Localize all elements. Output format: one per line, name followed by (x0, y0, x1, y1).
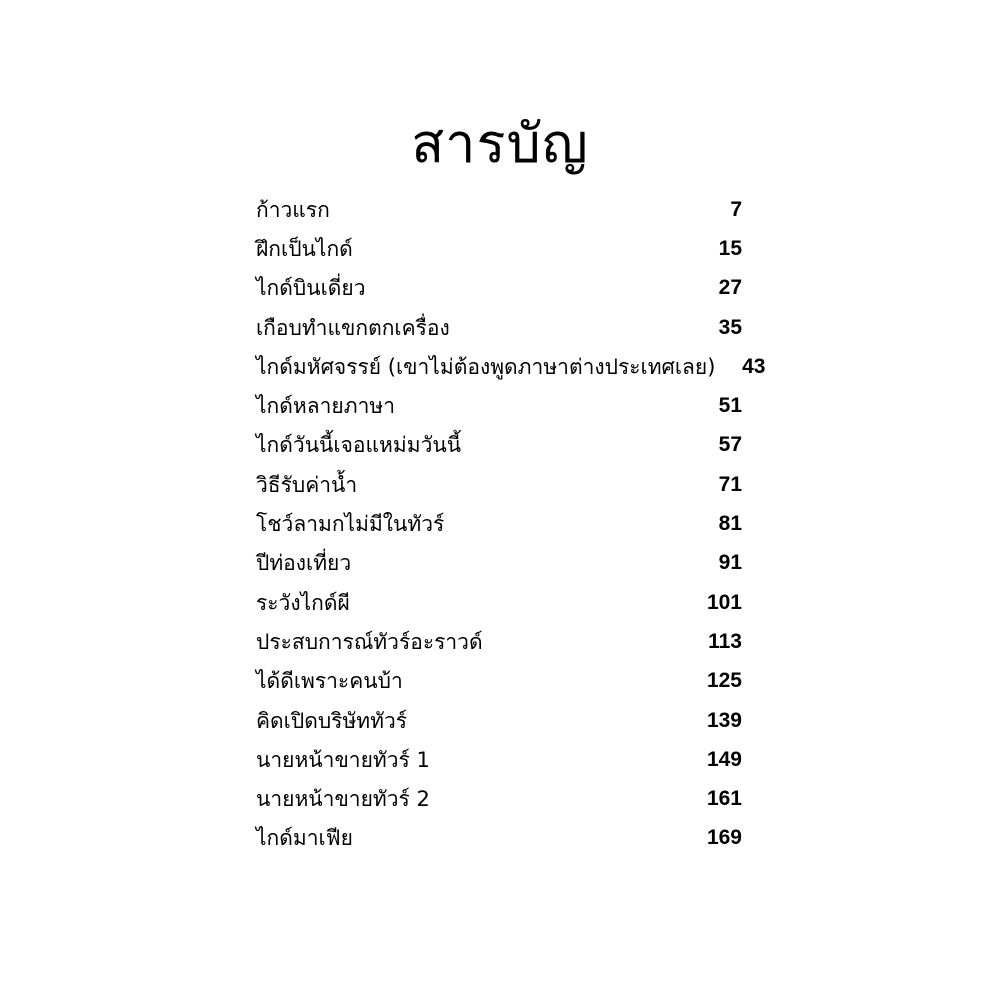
toc-entry-title: คิดเปิดบริษัททัวร์ (256, 708, 408, 733)
toc-entry (256, 190, 746, 229)
toc-entry-title: โชว์ลามกไม่มีในทัวร์ (256, 512, 445, 537)
toc-entry-title: ปีท่องเที่ยว (256, 551, 352, 576)
toc-entry (256, 701, 746, 740)
toc-entry (256, 622, 746, 661)
page-title: สารบัญ (411, 112, 589, 175)
toc-entry-page: 7 (730, 197, 742, 221)
toc-entry-page: 101 (706, 590, 742, 614)
toc-entry-page: 43 (742, 354, 766, 378)
toc-entry-title: ได้ดีเพราะคนบ้า (256, 669, 403, 694)
toc-entry-page: 27 (718, 276, 742, 300)
toc-entry-title: ไกด์หลายภาษา (256, 394, 395, 419)
toc-entry-page: 161 (706, 787, 742, 811)
toc-entry (256, 229, 746, 268)
toc-entry-page: 113 (708, 629, 742, 653)
toc-entry (256, 426, 746, 465)
toc-entry-title: เกือบทำแขกตกเครื่อง (256, 315, 450, 340)
toc-entry-title: นายหน้าขายทัวร์ 2 (256, 787, 430, 812)
toc-entry-page: 149 (706, 747, 742, 771)
toc-entry-title: ก้าวแรก (256, 197, 330, 222)
toc-entry-page: 35 (718, 315, 742, 339)
toc-entry (256, 662, 746, 701)
toc-entry (256, 504, 746, 543)
toc-entry (256, 544, 746, 583)
toc-entry-page: 91 (718, 551, 742, 575)
toc-entry-title: ไกด์มาเฟีย (256, 826, 353, 851)
toc-entry-page: 15 (718, 236, 742, 260)
table-of-contents (256, 190, 766, 858)
toc-entry-page: 125 (706, 669, 742, 693)
toc-entry (256, 819, 746, 858)
toc-entry (256, 347, 766, 386)
toc-entry-page: 71 (718, 472, 742, 496)
toc-entry (256, 465, 746, 504)
toc-entry (256, 740, 746, 779)
toc-entry (256, 308, 746, 347)
toc-entry-title: ประสบการณ์ทัวร์อะราวด์ (256, 629, 483, 654)
toc-entry-page: 139 (706, 708, 742, 732)
toc-entry-page: 169 (706, 826, 742, 850)
toc-entry-title: ไกด์บินเดี่ยว (256, 276, 366, 301)
toc-entry-page: 51 (718, 394, 742, 418)
toc-entry-title: ระวังไกด์ผี (256, 590, 350, 615)
toc-entry-title: ไกด์วันนี้เจอแหม่มวันนี้ (256, 433, 462, 458)
toc-entry (256, 779, 746, 818)
toc-entry (256, 583, 746, 622)
toc-entry (256, 269, 746, 308)
toc-entry-title: นายหน้าขายทัวร์ 1 (256, 747, 430, 772)
toc-entry-title: ไกด์มหัศจรรย์ (เขาไม่ต้องพูดภาษาต่างประเทศเลย) (256, 354, 716, 379)
toc-entry-title: วิธีรับค่าน้ำ (256, 472, 358, 497)
toc-entry-page: 81 (718, 512, 742, 536)
toc-entry-title: ฝึกเป็นไกด์ (256, 236, 353, 261)
toc-entry (256, 386, 746, 425)
toc-entry-page: 57 (718, 433, 742, 457)
